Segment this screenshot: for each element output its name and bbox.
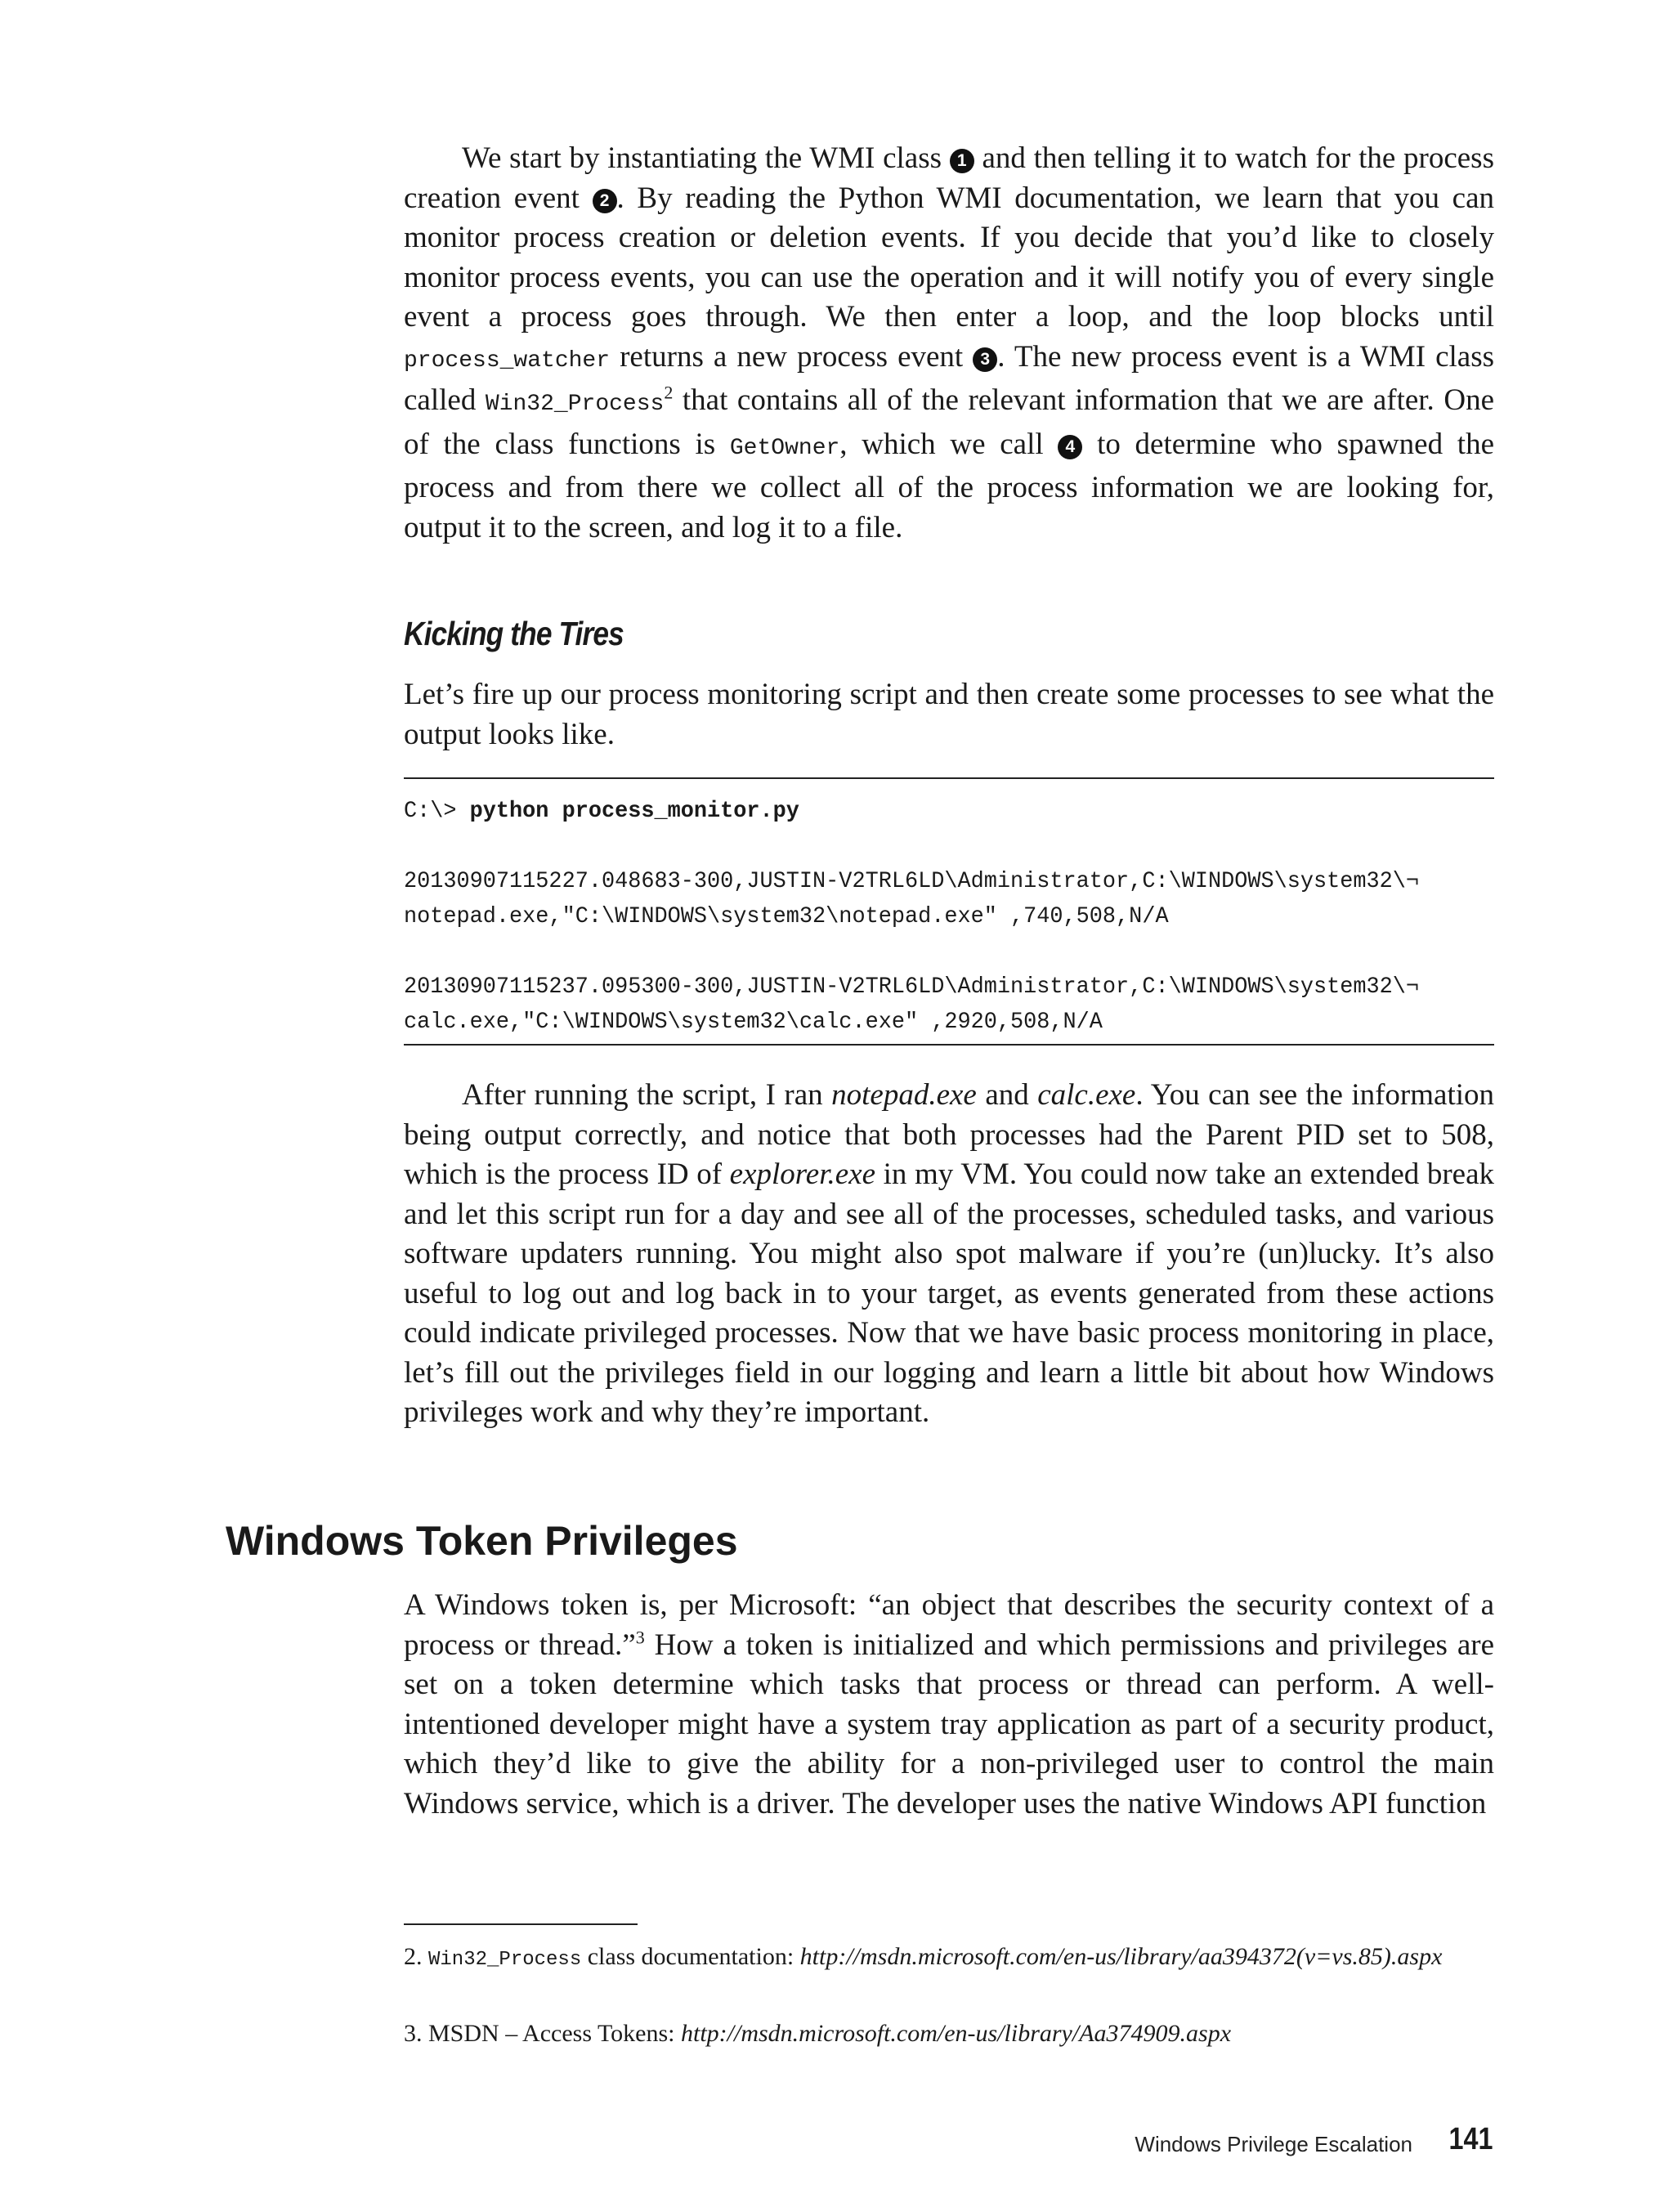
callout-marker-2: 2 [593, 189, 617, 213]
code-output-line: 20130907115237.095300-300,JUSTIN-V2TRL6LD\Administrator,C:\WINDOWS\system32\¬ [404, 974, 1420, 1000]
code-block-output [404, 794, 1451, 1040]
page-number: 141 [1448, 2122, 1493, 2156]
footnote-3-link[interactable]: http://msdn.microsoft.com/en-us/library/Aa374909.aspx [681, 2020, 1232, 2047]
subheading-kicking-the-tires: Kicking the Tires [404, 615, 624, 652]
paragraph-windows-token: A Windows token is, per Microsoft: “an object that describes the security context of a process or thread.”$^3$ How a token is initialized and which permissions and privileges are set on a token determine which tasks that process or thread can perform. A well-intentioned developer might have a system tray application as part of a security product, which they’d like to give the ability for a non-privileged user to control the main Windows service, which is a driver. The developer uses the native Windows API function [404, 1588, 1494, 1820]
inline-code-getowner: GetOwner [729, 435, 840, 461]
section-heading-windows-token-privileges: Windows Token Privileges [226, 1518, 738, 1564]
footnote-ref-2: 2 [664, 382, 674, 403]
filename-explorer: explorer.exe [729, 1157, 876, 1191]
running-footer-title: Windows Privilege Escalation [1135, 2132, 1412, 2156]
callout-marker-1: 1 [950, 149, 974, 173]
code-block-top-rule [404, 777, 1494, 779]
code-block-bottom-rule [404, 1044, 1494, 1046]
inline-code-process-watcher: process_watcher [404, 347, 611, 374]
footnote-separator [404, 1923, 638, 1925]
code-command: python process_monitor.py [469, 799, 799, 824]
footnote-2-link[interactable]: http://msdn.microsoft.com/en-us/library/aa394372(v=vs.85).aspx [799, 1943, 1443, 1970]
inline-code-win32-process: Win32_Process [485, 392, 665, 417]
paragraph-wmi-explanation: We start by instantiating the WMI class 1 and then telling it to watch for the process creation event 2 . By reading the Python WMI documentation, we learn that you can monitor process creation or deletion events. If you decide that you’d like to closely monitor process events, you can use the operation and it will notify you of every single event a process goes through. We then enter a loop, and the loop blocks until process_watcher returns a new process event 3 . The new process event is a WMI class called Win32_Process$^2$ that contains all of the relevant information that we are after. One of the class functions is GetOwner, which we call 4 to determine who spawned the process and from there we collect all of the process information we are looking for, output it to the screen, and log it to a file. [404, 141, 1495, 544]
filename-notepad: notepad.exe [831, 1078, 977, 1112]
footnote-2: 2. Win32_Process class documentation: http://msdn.microsoft.com/en-us/library/aa394372(v=vs.85).aspx [404, 1943, 1443, 1971]
footnote-ref-3: 3 [635, 1627, 645, 1648]
paragraph-after-running: After running the script, I ran notepad.exe and calc.exe. You can see the information being output correctly, and notice that both processes had the Parent PID set to 508, which is the process ID of explorer.exe in my VM. You could now take an extended break and let this script run for a day and see all of the processes, scheduled tasks, and various software updaters running. You might also spot malware if you’re (un)lucky. It’s also useful to log out and log back in to your target, as events generated from these actions could indicate privileged processes. Now that we have basic process monitoring in place, let’s fill out the privileges field in our logging and learn a little bit about how Windows privileges work and why they’re important. [404, 1078, 1494, 1429]
code-prompt: C:\> [404, 799, 470, 824]
filename-calc: calc.exe [1037, 1078, 1136, 1112]
paragraph-fire-up-script: Let’s fire up our process monitoring script and then create some processes to see what the output looks like. [404, 678, 1494, 751]
code-output-line: 20130907115227.048683-300,JUSTIN-V2TRL6LD\Administrator,C:\WINDOWS\system32\¬ [404, 869, 1420, 894]
code-output-line: calc.exe,"C:\WINDOWS\system32\calc.exe" ,2920,508,N/A [404, 1010, 1103, 1035]
callout-marker-3: 3 [973, 347, 997, 372]
footnote-3: 3. MSDN – Access Tokens: http://msdn.microsoft.com/en-us/library/Aa374909.aspx [404, 2020, 1232, 2047]
callout-marker-4: 4 [1058, 435, 1082, 459]
code-output-line: notepad.exe,"C:\WINDOWS\system32\notepad.exe" ,740,508,N/A [404, 904, 1169, 929]
